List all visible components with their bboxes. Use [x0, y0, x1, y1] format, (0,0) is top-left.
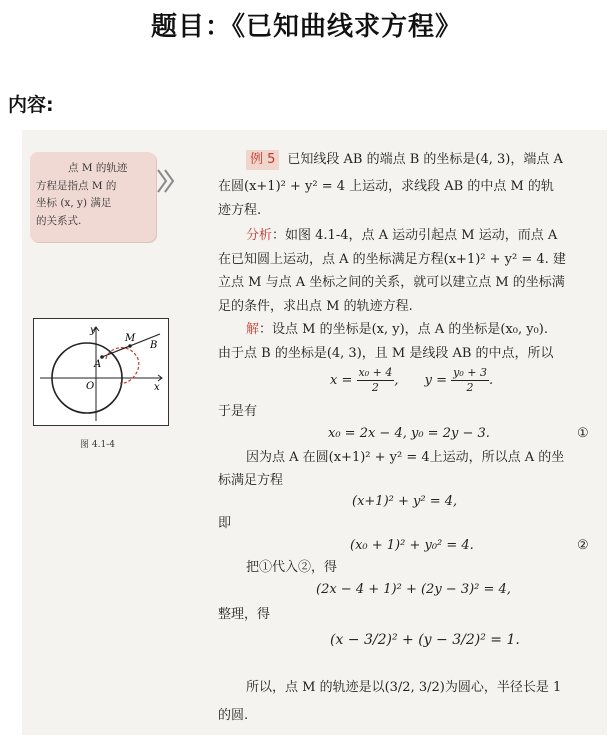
substitute-text: 把①代入②，得	[246, 560, 338, 575]
figure-label-x: x	[154, 382, 160, 393]
figure-label-m: M	[125, 333, 136, 344]
solution-text: ：设点 M 的坐标是(x, y)，点 A 的坐标是(x₀, y₀).	[259, 322, 548, 337]
example-text: 已知线段 AB 的端点 B 的坐标是(4, 3)，端点 A	[287, 152, 563, 167]
solution-line	[246, 320, 548, 340]
simplify-text: 整理，得	[218, 607, 271, 622]
example-line: 迹方程.	[218, 203, 262, 218]
figure-label-a: A	[94, 359, 102, 370]
example-line	[246, 150, 563, 170]
content-label: 内容:	[8, 94, 54, 116]
figure-caption: 图 4.1-4	[80, 440, 115, 450]
equation-2: (x₀ + 1)² + y₀² = 4.	[350, 538, 474, 553]
analysis-line: 立点 M 与点 A 坐标之间的关系，就可以建立点 M 的坐标满	[218, 275, 565, 290]
equation-4: (x − 3/2)² + (y − 3/2)² = 1.	[330, 632, 520, 648]
solution-line: 由于点 B 的坐标是(4, 3)，且 M 是线段 AB 的中点，所以	[218, 346, 554, 361]
side-note-line: 坐标 (x, y) 满足	[36, 197, 112, 209]
example-line: 在圆(x+1)² + y² = 4 上运动，求线段 AB 的中点 M 的轨	[218, 179, 554, 194]
note-arrow-icon	[156, 166, 176, 196]
equation-3: (2x − 4 + 1)² + (2y − 3)² = 4,	[316, 582, 511, 597]
analysis-label: 分析	[246, 228, 273, 243]
analysis-line: 在已知圆上运动，点 A 的坐标满足方程(x+1)² + y² = 4. 建	[218, 252, 566, 267]
figure-label-o: O	[86, 381, 95, 392]
figure-diagram	[34, 319, 168, 425]
side-note-line: 的关系式.	[36, 214, 82, 227]
side-note-line: 点 M 的轨迹	[68, 162, 128, 174]
side-note-line: 方程是指点 M 的	[36, 179, 117, 192]
midpoint-equation: x = $\frac{\text{x₀ + 4}}{2}$ , y = $\frac{\text{y₀ + 3}}{2}$ .	[330, 366, 494, 394]
equation-1: x₀ = 2x − 4, y₀ = 2y − 3.	[328, 426, 490, 441]
figure-4-1-4	[33, 318, 169, 426]
equation-1-number: ①	[577, 426, 589, 441]
figure-label-y: y	[90, 325, 96, 336]
analysis-line: 足的条件，求出点 M 的轨迹方程.	[218, 299, 413, 314]
page-title: 题目：《已知曲线求方程》	[150, 12, 462, 42]
equation-2-number: ②	[577, 538, 589, 553]
because-line: 因为点 A 在圆(x+1)² + y² = 4上运动，所以点 A 的坐	[246, 450, 565, 465]
conclusion-line: 所以，点 M 的轨迹是以(3/2, 3/2)为圆心，半径长是 1	[246, 680, 562, 695]
because-line: 标满足方程	[218, 473, 284, 488]
analysis-line	[246, 226, 557, 246]
solution-label: 解	[246, 322, 260, 337]
analysis-text: ：如图 4.1-4，点 A 运动引起点 M 运动，而点 A	[272, 228, 558, 243]
side-note-text	[36, 160, 154, 230]
figure-label-b: B	[150, 340, 158, 351]
then-text: 于是有	[218, 404, 258, 419]
example-tag: 例 5	[246, 150, 279, 170]
namely-text: 即	[218, 516, 232, 531]
circle-equation: (x+1)² + y² = 4,	[352, 494, 458, 509]
conclusion-line: 的圆.	[218, 708, 249, 723]
